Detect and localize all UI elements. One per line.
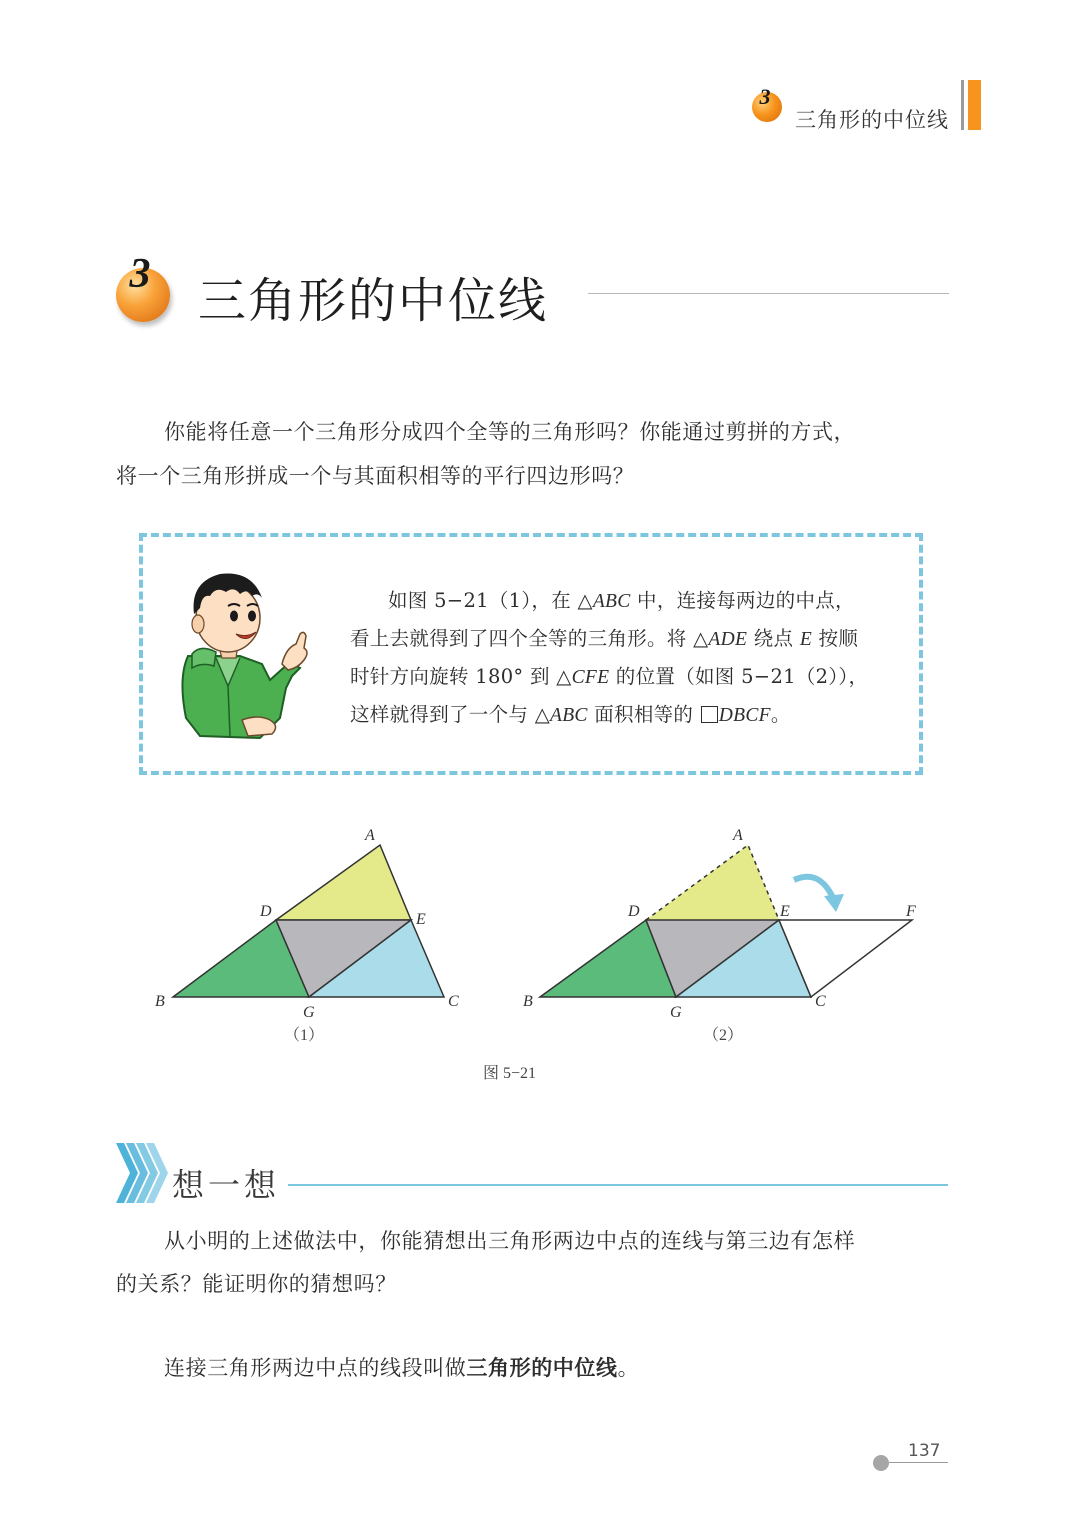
point-label-A: A <box>733 827 743 844</box>
explanation-line-1: 如图 5−21（1），在 △ABC 中，连接每两边的中点， <box>388 589 855 612</box>
point-label-G: G <box>670 1004 682 1021</box>
boy-illustration-icon <box>170 568 320 748</box>
header-bar-orange <box>968 80 981 130</box>
think-heading: 想一想 <box>172 1166 281 1204</box>
explanation-line-3: 时针方向旋转 180° 到 △CFE 的位置（如图 5−21（2））， <box>350 665 869 688</box>
parallelogram-symbol-icon <box>701 706 718 723</box>
triangle-ADE <box>276 845 411 920</box>
explanation-line-4: 这样就得到了一个与 △ABC 面积相等的 DBCF。 <box>350 703 791 726</box>
point-label-D: D <box>260 903 272 920</box>
point-label-F: F <box>906 903 916 920</box>
point-label-C: C <box>815 993 826 1010</box>
section-number: 3 <box>129 251 151 297</box>
figure-caption: 图 5−21 <box>483 1065 537 1082</box>
explanation-text <box>350 582 910 734</box>
header-chapter-number: 3 <box>759 84 771 109</box>
point-label-G: G <box>303 1004 315 1021</box>
triangle-ADE-ghost <box>646 845 779 920</box>
point-label-A: A <box>365 827 375 844</box>
figure-5-21-2 <box>510 820 930 1050</box>
title-rule <box>588 293 949 294</box>
point-label-B: B <box>155 993 165 1010</box>
think-rule <box>288 1184 948 1186</box>
figure-5-21-1 <box>140 820 480 1050</box>
think-line-2: 的关系？能证明你的猜想吗？ <box>116 1272 397 1296</box>
definition-term: 三角形的中位线 <box>466 1356 618 1380</box>
page-title: 三角形的中位线 <box>198 273 549 329</box>
point-label-E: E <box>416 911 426 928</box>
point-label-C: C <box>448 993 459 1010</box>
figure-2-label: （2） <box>703 1027 744 1044</box>
point-label-B: B <box>523 993 533 1010</box>
rotation-arrowhead-icon <box>824 894 844 912</box>
header-bar-gray <box>961 80 964 130</box>
header-chapter-title: 三角形的中位线 <box>795 108 949 132</box>
point-label-E: E <box>780 903 790 920</box>
intro-line-1: 你能将任意一个三角形分成四个全等的三角形吗？你能通过剪拼的方式， <box>164 420 856 444</box>
think-chevrons-icon <box>116 1143 168 1203</box>
page-dot-icon <box>873 1455 889 1471</box>
intro-line-2: 将一个三角形拼成一个与其面积相等的平行四边形吗？ <box>116 464 635 488</box>
explanation-line-2: 看上去就得到了四个全等的三角形。将 △ADE 绕点 E 按顺 <box>350 627 859 650</box>
figure-1-label: （1） <box>284 1027 325 1044</box>
page-number-rule <box>889 1462 948 1463</box>
page-number: 137 <box>908 1441 941 1461</box>
definition-text: 连接三角形两边中点的线段叫做三角形的中位线。 <box>164 1356 640 1380</box>
think-line-1: 从小明的上述做法中，你能猜想出三角形两边中点的连线与第三边有怎样 <box>164 1229 856 1253</box>
point-label-D: D <box>628 903 640 920</box>
